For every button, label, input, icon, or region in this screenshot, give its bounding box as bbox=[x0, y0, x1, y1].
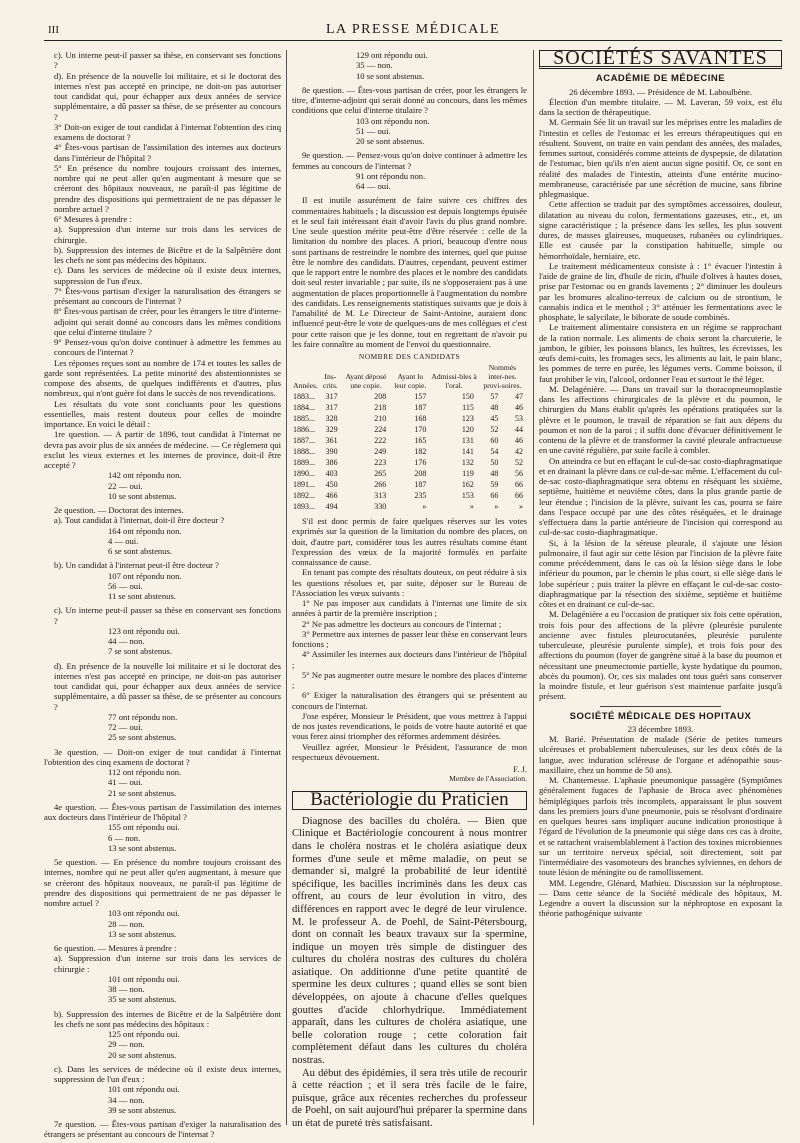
table-cell: 1884... bbox=[293, 403, 315, 412]
vote-result: 39 se sont abstenus. bbox=[108, 1104, 177, 1115]
paragraph: c). Dans les services de médecine où il existe deux internes, suppression de l'un d'eux. bbox=[54, 265, 281, 286]
paragraph: 1re question. — A partir de 1896, tout candidat à l'internat ne devra pas avoir plus de six années de médecine. — Ce règlement qui exclut les vieux externes et les internes de province, doit-il être accepté ? bbox=[44, 429, 281, 470]
table-cell: 44 bbox=[515, 425, 523, 434]
table-cell: » bbox=[469, 502, 474, 511]
paragraph: c). Un interne peut-il passer sa thèse, en conservant ses fonctions ? bbox=[54, 50, 281, 71]
table-cell: 176 bbox=[414, 458, 427, 467]
table-cell: 52 bbox=[490, 425, 499, 434]
paragraph: 6° Mesures à prendre : bbox=[54, 214, 132, 224]
societe-date: 23 décembre 1893. bbox=[627, 723, 694, 734]
report-paragraph: Élection d'un membre titulaire. — M. Laveran, 59 voix, est élu dans la section de thérapeutique. bbox=[539, 96, 782, 117]
table-cell: 187 bbox=[414, 403, 427, 412]
vote-result: 164 ont répondu non. bbox=[108, 525, 182, 536]
table-header: Admissi-bles à l'oral. bbox=[431, 372, 477, 390]
table-cell: 1889... bbox=[293, 458, 315, 467]
vote-result: 112 ont répondu non. bbox=[108, 767, 182, 777]
table-row bbox=[292, 457, 527, 468]
paragraph: 3° Permettre aux internes de passer leur thèse en conservant leurs fonctions ; bbox=[292, 628, 527, 649]
table-cell: » bbox=[519, 502, 523, 511]
bacteriology-body-2: Au début des épidémies, il sera très utile de recourir à cette réaction ; et il sera très facile de le faire, puisque, grâce aux récentes recherches du professeur de Poehl, on sait aujourd'hui préparer la spermine dans un état de pureté très satisfaisant. bbox=[292, 1067, 527, 1129]
vote-result: 35 — non. bbox=[356, 60, 393, 71]
table-cell: 224 bbox=[374, 425, 387, 434]
paragraph: 5° Ne pas augmenter outre mesure le nombre des places d'interne ; bbox=[292, 669, 527, 690]
nommes-label: Nommés bbox=[488, 363, 517, 372]
societe-heading: SOCIÉTÉ MÉDICALE DES HOPITAUX bbox=[569, 710, 752, 722]
table-row bbox=[292, 468, 527, 479]
table-cell: 170 bbox=[414, 425, 427, 434]
table-cell: 157 bbox=[414, 392, 427, 401]
table-row bbox=[292, 490, 527, 501]
table-cell: 313 bbox=[374, 491, 387, 500]
table-cell: » bbox=[422, 502, 427, 511]
conclusions-text bbox=[292, 516, 527, 762]
paragraph: J'ose espérer, Monsieur le Président, que vous mettrez à l'appui de nos justes revendications, le poids de votre haute autorité et que vous ferez ainsi triompher des réformes ardemment désirées. bbox=[292, 710, 527, 742]
table-cell: 60 bbox=[490, 436, 499, 445]
paragraph: 9e question. — Pensez-vous qu'on doive continuer à admettre les femmes au concours de l'internat ? bbox=[292, 150, 527, 171]
table-cell: 132 bbox=[461, 458, 474, 467]
table-cell: 150 bbox=[461, 392, 474, 401]
table-cell: 494 bbox=[325, 502, 338, 511]
paragraph: 8° Êtes-vous partisan de créer, pour les étrangers le titre d'interne-adjoint qui serait donné au concours dans les mêmes conditions que celui d'interne titulaire ? bbox=[54, 306, 281, 337]
table-header: inter-nes. bbox=[488, 372, 517, 381]
report-paragraph: M. Chantemesse. L'aphasie pneumonique passagère (Symptômes généralement fugaces de l'aphasie de Broca avec phénomènes hémiplégiques parfois très incomplets, apparaissant le plus souvent dans les premiers jours d'une pneumonie, puis se résolvant d'ordinaire en quelques heures sans impliquer aucune indication pronostique à l'égard de l'évolution de la pneumonie qui siège dans ces cas à droite, et se rattachent vraisemblablement à l'action des toxines microbiennes sur un territoire nerveux spécial, soit directement, soit par l'intermédiaire des vasomoteurs des branches sylviennes, en dehors de toute lésion de méningite ou de ramollissement. bbox=[539, 775, 782, 878]
signature-role: Membre de l'Association. bbox=[449, 774, 527, 784]
vote-result: 21 se sont abstenus. bbox=[108, 787, 177, 798]
table-cell: 235 bbox=[414, 491, 427, 500]
vote-result: 142 ont répondu non. bbox=[108, 470, 182, 481]
journal-title: LA PRESSE MÉDICALE bbox=[325, 22, 500, 37]
table-cell: 131 bbox=[461, 436, 474, 445]
column-3 bbox=[539, 47, 782, 1130]
paragraph: b). Suppression des internes de Bicêtre et de la Salpêtrière dont les chefs ne sont pas médecins des hôpitaux. bbox=[54, 244, 281, 265]
vote-result: 44 — non. bbox=[108, 636, 145, 646]
report-paragraph: M. Delagénière a eu l'occasion de pratiquer six fois cette opération, trois fois pour des affections de la plèvre (pleurésie purulente ancienne avec fistules pleurocutanées, pleurésie purulente tuberculeuse, pleurésie purulente simple), et trois fois pour des affections du poumon (foyer de gangrène situé à la base du poumon et nécessitant une pneumectomie partielle, kyste hydatique du poumon, abcès du poumon). Or, ces six malades ont tous guéri sans conserver la moindre fistule, et leur guérison s'est maintenue parfaite jusqu'à présent. bbox=[539, 609, 782, 702]
table-caption: NOMBRE DES CANDIDATS bbox=[358, 352, 461, 361]
table-row bbox=[292, 501, 527, 512]
paragraph: 4e question. — Êtes-vous partisan de l'assimilation des internes aux docteurs dans l'intérieur de l'hôpital ? bbox=[44, 801, 281, 822]
report-paragraph: M. Germain Sée lit un travail sur les méprises entre les maladies de l'intestin et celles de l'estomac et les erreurs thérapeutiques qui en résultent. Souvent, on traite en vain pendant des années, des malades, femmes surtout, considérés comme atteints de dyspepsie, de dilatation de l'estomac, bien qu'ils n'en aient aucun signe positif. Or, ce sont en réalité des malades de l'intestin, atteints d'une entérite mucino-membraneuse, caractérisée par une sécrétion de mucine, sans fibrine phlegmasique. bbox=[539, 117, 782, 199]
table-cell: 330 bbox=[374, 502, 387, 511]
table-cell: 115 bbox=[462, 403, 474, 412]
vote-result: 13 se sont abstenus. bbox=[108, 842, 177, 853]
report-paragraph: Si, à la lésion de la séreuse pleurale, il s'ajoute une lésion pulmonaire, il faut agir sur cette lésion par l'incision de la plèvre faite comme précédemment, dans le cas où la lésion siège dans le lobe inférieur du poumon, par le chemin le plus court, si elle siège dans le lobe supérieur ; puis traiter la plèvre en effaçant le cul-de-sac costo-diaphragmatique par la résection des sixième, septième et huitième côtes et en drainant ce cul-de-sac. bbox=[539, 537, 782, 609]
table-group-header bbox=[478, 362, 527, 391]
vote-result: 125 ont répondu oui. bbox=[108, 1029, 180, 1039]
paragraph: 4° Assimiler les internes aux docteurs dans l'intérieur de l'hôpital ; bbox=[292, 649, 527, 670]
table-cell: 450 bbox=[325, 480, 338, 489]
paragraph: 3° Doit-on exiger de tout candidat à l'internat l'obtention des cinq examens de doctorat ? bbox=[54, 121, 281, 142]
table-cell: 59 bbox=[490, 480, 499, 489]
paragraph: Les résultats du vote sont concluants pour les questions essentielles, mais restent douteux pour celles de moindre importance. En voici le détail : bbox=[44, 398, 281, 429]
paragraph: a). Suppression d'un interne sur trois dans les services de chirurgie. bbox=[54, 224, 281, 245]
table-cell: 42 bbox=[515, 447, 523, 456]
report-paragraph: M. Barié. Présentation de malade (Série de petites tumeurs ulcéreuses et probablement tuberculeuses, sur les deux côtés de la langue, avec induration scléreuse de l'organe et adénopathie sous-maxillaire, chez un homme de 50 ans). bbox=[539, 734, 782, 775]
table-cell: 1883... bbox=[293, 392, 315, 401]
paragraph: 7° Êtes-vous partisan d'exiger la naturalisation des étrangers se présentant au concours de l'internat ? bbox=[54, 285, 281, 306]
vote-result: 103 ont répondu non. bbox=[356, 115, 430, 126]
table-cell: 1886... bbox=[293, 425, 315, 434]
academie-reports bbox=[539, 97, 782, 702]
table-cell: 223 bbox=[374, 458, 387, 467]
vote-result: 11 se sont abstenus. bbox=[108, 591, 176, 601]
report-paragraph: On atteindra ce but en effaçant le cul-de-sac costo-diaphragmatique et en drainant la plèvre dans ce cul-de-sac même. L'effacement du cul-de-sac costo-diaphragmatique sera obtenu en réséquant les sixième, septième, huitième et neuvième côtes, dans la plus grande partie de leur étendue ; l'incision de la plèvre, suivant les cas, pourra se faire dans l'espace occupé par une des côtes réséquées, et le drainage s'effectuera dans la partie antérieure de l'incision qui correspond au cul-de-sac costo-diaphragmatique. bbox=[539, 455, 782, 538]
paragraph: 2° Ne pas admettre les docteurs au concours de l'internat ; bbox=[302, 618, 502, 629]
table-cell: 386 bbox=[325, 458, 338, 467]
vote-result: 6 se sont abstenus. bbox=[108, 546, 172, 556]
vote-result: 56 — oui. bbox=[108, 580, 143, 591]
table-header: provi-soires. bbox=[483, 381, 522, 390]
table-row bbox=[292, 424, 527, 435]
table-row bbox=[292, 479, 527, 490]
table-cell: 182 bbox=[414, 447, 427, 456]
table-cell: 328 bbox=[325, 414, 338, 423]
paragraph: a). Tout candidat à l'internat, doit-il être docteur ? bbox=[54, 515, 225, 526]
paragraph: 5° En présence du nombre toujours croissant des internes, nombre qui ne peut aller qu'en augmentant à mesure que se créeront des hôpitaux nouveaux, ne paraît-il pas légitime de prendre des dispositions qui permettraient de ne pas dépasser le nombre actuel ? bbox=[54, 162, 281, 214]
table-body bbox=[292, 391, 527, 512]
vote-result: 101 ont répondu oui. bbox=[108, 973, 180, 984]
vote-result: 91 ont répondu non. bbox=[356, 170, 426, 181]
table-cell: 266 bbox=[374, 480, 387, 489]
vote-result: 10 se sont abstenus. bbox=[356, 70, 425, 81]
table-cell: 390 bbox=[325, 447, 338, 456]
paragraph: Veuillez agréer, Monsieur le Président, l'assurance de mon respectueux dévouement. bbox=[292, 741, 527, 762]
table-cell: 153 bbox=[461, 491, 474, 500]
table-cell: 1893... bbox=[293, 502, 315, 511]
table-cell: 52 bbox=[515, 458, 523, 467]
vote-result: 64 — oui. bbox=[356, 181, 391, 191]
table-cell: 50 bbox=[490, 458, 499, 467]
table-cell: 54 bbox=[490, 447, 499, 456]
paragraph: b). Suppression des internes de Bicêtre et de la Salpêtrière dont les chefs ne sont pas médecins des hôpitaux : bbox=[54, 1008, 281, 1029]
paragraph: 5e question. — En présence du nombre toujours croissant des internes, nombre qui ne peut aller qu'en augmentant, à mesure que se créeront des hôpitaux nouveaux, ne paraît-il pas légitime de prendre des dispositions qui permettraient de ne pas dépasser le nombre actuel ? bbox=[44, 857, 281, 908]
vote-result: 155 ont répondu oui. bbox=[108, 822, 180, 833]
paragraph: b). Un candidat à l'internat peut-il être docteur ? bbox=[54, 560, 219, 571]
table-cell: 208 bbox=[374, 392, 387, 401]
paragraph: Il est inutile assurément de faire suivre ces chiffres des commentaires habituels ; la discussion est depuis longtemps épuisée et le seul fait intéressant était d'avoir l'avis du plus grand nombre. Une seule question mérite peut-être d'être réservée : celle de la limitation du nombre des places. A priori, beaucoup d'entre nous sont partisans de restreindre le nombre des internes, quel que puisse être le nombre des candidats. D'autres, cependant, peuvent estimer que le rapport entre le nombre des places et le nombre des candidats doit seul rester invariable ; par suite, ils ne s'opposeraient pas à une augmentation de places proportionnelle à l'augmentation du nombre des candidats. Les renseignements statistiques suivants que je dois à l'amabilité de M. Le Directeur de Saint-Antoine, auraient donc influencé peut-être le vote de quelques-uns de mes collègues et c'est pour cette raison que je les donne, tout en regrettant de n'avoir pu les faire connaître au moment de l'envoi du questionnaire. bbox=[292, 195, 527, 349]
paragraph: 9° Pensez-vous qu'on doive continuer à admettre les femmes au concours de l'internat ? bbox=[54, 337, 281, 358]
vote-result: 72 — oui. bbox=[108, 722, 143, 732]
table-cell: 249 bbox=[374, 447, 387, 456]
table-cell: 1891... bbox=[293, 480, 315, 489]
column-2 bbox=[292, 50, 527, 1130]
bacteriology-body: Diagnose des bacilles du choléra. — Bien que Clinique et Bactériologie concourent à nous montrer dans le choléra nostras et le choléra asiatique deux formes d'une seule et même maladie, on peut se demander si, malgré la probabilité de leur identité spécifique, les bacilles incriminés dans les deux cas offrent, au cours de leur évolution in vitro, des différences en rapport avec le degré de leur virulence. M. le professeur A. de Poehl, de Saint-Pétersbourg, dont on connaît les beaux travaux sur la spermine, indique un moyen très simple de distinguer des cultures du choléra nostras des cultures du choléra asiatique. On additionne d'une petite quantité de spermine les deux cultures ; quand elles se sont bien développées, on ajoute à chacune d'elles quelques gouttes d'acide chlorhydrique. Immédiatement apparaît, dans les cultures de choléra asiatique, une belle coloration rouge ; cette coloration fait complètement défaut dans les cultures du choléra nostras. bbox=[292, 815, 527, 1067]
paragraph: c). Dans les services de médecine où il existe deux internes, suppression de l'un d'eux : bbox=[54, 1063, 281, 1084]
vote-result: 25 se sont abstenus. bbox=[108, 732, 177, 743]
paragraph: 4° Êtes-vous partisan de l'assimilation des internes aux docteurs dans l'intérieur de l'hôpital ? bbox=[54, 142, 281, 163]
table-cell: 47 bbox=[515, 392, 523, 401]
table-cell: 165 bbox=[414, 436, 427, 445]
page-number: III bbox=[48, 24, 59, 36]
paragraph: c). Un interne peut-il passer sa thèse en conservant ses fonctions ? bbox=[54, 605, 281, 626]
paragraph: 6° Exiger la naturalisation des étrangers qui se présentent au concours de l'internat. bbox=[292, 690, 527, 711]
table-cell: 1885... bbox=[293, 414, 315, 423]
vote-result: 22 — oui. bbox=[108, 480, 143, 491]
table-cell: 120 bbox=[461, 425, 474, 434]
report-paragraph: Le traitement alimentaire consistera en un régime se rapprochant de la ration normale. Les aliments de choix seront la charcuterie, le jambon, le gibier, les poissons blancs, les huîtres, les écrevisses, les œufs demi-cuits, les fromages secs, les aliments au lait, le pain blanc, les pommes de terre en purée, les légumes verts. Comme boisson, il faut prohiber le vin, l'alcool, ordonner l'eau et surtout le thé léger. bbox=[539, 322, 782, 384]
paragraph: 8e question. — Êtes-vous partisan de créer, pour les étrangers le titre, d'interne-adjoint qui serait donné au concours, dans les mêmes conditions que celui d'interne titulaire ? bbox=[292, 84, 527, 116]
table-cell: 46 bbox=[515, 436, 523, 445]
report-paragraph: Le traitement médicamenteux consiste à : 1° évacuer l'intestin à l'aide de graine de lin, d'huile de ricin, d'huile d'olives à hautes doses, prise par l'estomac ou en grands lavements ; 2° diminuer les douleurs par les bromures alcalino-terreux de calcium ou de strontium, le cannabis indica et le menthol ; 3° atténuer les fermentations avec le phosphate, le salycilate, le biborate de soude combinés. bbox=[539, 260, 782, 322]
academie-date: 26 décembre 1893. — Présidence de M. Laboulbène. bbox=[569, 86, 752, 97]
table-cell: 361 bbox=[325, 436, 338, 445]
paragraph: En tenant pas compte des résultats douteux, on peut réduire à six les questions résolues et, par suite, déposer sur le Bureau de l'Association les vœux suivants : bbox=[292, 567, 527, 598]
section-title: SOCIÉTÉS SAVANTES bbox=[539, 50, 782, 69]
table-cell: 218 bbox=[374, 403, 387, 412]
table-cell: 53 bbox=[515, 414, 523, 423]
vote-result: 107 ont répondu non. bbox=[108, 570, 182, 581]
table-cell: 56 bbox=[515, 469, 523, 478]
table-cell: 141 bbox=[461, 447, 474, 456]
vote-result: 34 — non. bbox=[108, 1094, 145, 1105]
paragraph: Les réponses reçues sont au nombre de 174 et toutes les salles de garde sont représentées. La petite minorité des abstentionnistes se compose des absents, de quelques indifférents et d'autres, plus nombreux, qui n'ont guère foi dans le succès de nos revendications. bbox=[44, 357, 281, 399]
table-header: Ayant déposé une copie. bbox=[345, 372, 387, 390]
table-cell: 403 bbox=[325, 469, 338, 478]
societe-reports bbox=[539, 734, 782, 919]
table-cell: 1887... bbox=[293, 436, 315, 445]
vote-result: 6 — non. bbox=[108, 832, 141, 843]
academie-heading: ACADÉMIE DE MÉDECINE bbox=[595, 73, 726, 85]
table-row bbox=[292, 402, 527, 413]
table-header: Ins-crits. bbox=[322, 372, 338, 390]
vote-result: 41 — oui. bbox=[108, 777, 143, 788]
table-header: Ayant lu leur copie. bbox=[394, 372, 427, 390]
vote-result: 28 — non. bbox=[108, 918, 145, 929]
table-cell: 66 bbox=[490, 491, 499, 500]
report-paragraph: MM. Legendre, Glénard, Mathieu. Discussion sur la néphroptose. — Dans cette séance de la Société médicale des hôpitaux, M. Legendre a ouvert la discussion sur la néphroptose en exposant la théorie pathogénique suivante bbox=[539, 877, 782, 919]
column-divider bbox=[286, 50, 287, 1125]
table-row bbox=[292, 446, 527, 457]
table-cell: 187 bbox=[414, 480, 427, 489]
vote-result: 4 — oui. bbox=[108, 535, 139, 546]
candidates-table bbox=[292, 351, 527, 512]
paragraph: d). En présence de la nouvelle loi militaire et si le doctorat des internes n'est pas accepté en principe, ne doit-on pas autoriser tout candidat qui, pour échapper aux deux années de service supplémentaire, a dû passer sa thèse, de se présenter au concours ? bbox=[54, 660, 281, 712]
paragraph: a). Suppression d'un interne sur trois dans les services de chirurgie : bbox=[54, 953, 281, 974]
vote-result: 10 se sont abstenus. bbox=[108, 490, 177, 501]
vote-result: 51 — oui. bbox=[356, 125, 391, 136]
paragraph: 6e question. — Mesures à prendre : bbox=[54, 943, 177, 953]
vote-result: 20 se sont abstenus. bbox=[356, 136, 425, 146]
table-cell: 466 bbox=[325, 491, 338, 500]
survey-results-continued bbox=[292, 50, 527, 349]
vote-result: 35 se sont abstenus. bbox=[108, 994, 177, 1005]
vote-result: 123 ont répondu oui. bbox=[108, 625, 180, 636]
paragraph: 3e question. — Doit-on exiger de tout candidat à l'internat l'obtention des cinq examens de doctorat ? bbox=[44, 746, 281, 767]
table-cell: 57 bbox=[490, 392, 499, 401]
table-cell: 317 bbox=[325, 392, 338, 401]
vote-result: 38 — non. bbox=[108, 984, 145, 994]
table-cell: 317 bbox=[325, 403, 338, 412]
divider bbox=[600, 706, 722, 707]
vote-result: 13 se sont abstenus. bbox=[108, 928, 177, 939]
table-cell: 265 bbox=[374, 469, 387, 478]
column-divider bbox=[533, 50, 534, 1125]
page-header bbox=[44, 18, 782, 41]
table-row bbox=[292, 391, 527, 402]
report-paragraph: Cette affection se traduit par des symptômes accessoires, douleur, dilatation au niveau du colon, fermentations gazeuses, etc., et, un signe caractéristique ; la présence dans les selles, les plus souvent dures, de masses glaireuses, muqueuses, rubanées ou cylindriques. Elle est causée par la constipation habituelle, simple ou hémorrhoïdale, herniaire, etc. bbox=[539, 199, 782, 261]
paragraph: 2e question. — Doctorat des internes. bbox=[54, 505, 184, 515]
table-cell: 1890... bbox=[293, 469, 315, 478]
vote-result: 129 ont répondu oui. bbox=[356, 50, 428, 60]
report-paragraph: M. Delagénière. — Dans un travail sur la thoracopneumoplastie dans les affections chirurgicales de la plèvre et du poumon, le chirurgien du Mans établit qu'après les opérations pratiquées sur la plèvre et le poumon, le travail de réparation se fait aux dépens du poumon et non de la paroi ; il suffit donc d'évacuer définitivement le contenu de la plèvre et de transformer la cavité pleurale anfractueuse en une cavité régulière, par suite facile à combler. bbox=[539, 383, 782, 456]
column-1 bbox=[44, 50, 281, 1140]
table-cell: 48 bbox=[490, 403, 499, 412]
bacteriology-title: Bactériologie du Praticien bbox=[292, 791, 527, 810]
vote-result: 20 se sont abstenus. bbox=[108, 1049, 177, 1060]
vote-result: 103 ont répondu oui. bbox=[108, 908, 180, 919]
table-cell: 66 bbox=[515, 480, 523, 489]
vote-result: 101 ont répondu oui. bbox=[108, 1084, 180, 1095]
table-cell: » bbox=[494, 502, 499, 511]
vote-result: 29 — non. bbox=[108, 1039, 145, 1050]
table-cell: 123 bbox=[461, 414, 474, 423]
table-cell: 1888... bbox=[293, 447, 315, 456]
table-cell: 48 bbox=[490, 469, 499, 478]
table-cell: 46 bbox=[515, 403, 523, 412]
paragraph: S'il est donc permis de faire quelques réserves sur les votes exprimés sur la question de la limitation du nombre des places, on doit, d'autre part, considérer tous les autres résultats comme étant l'expression des vœux de la majorité formulés en parfaite connaissance de cause. bbox=[292, 516, 527, 567]
table-row bbox=[292, 435, 527, 446]
paragraph: 1° Ne pas imposer aux candidats à l'internat une limite de six années à partir de la première inscription ; bbox=[292, 598, 527, 619]
table-cell: 222 bbox=[374, 436, 387, 445]
table-cell: 210 bbox=[374, 414, 387, 423]
table-cell: 1892... bbox=[293, 491, 315, 500]
table-cell: 66 bbox=[515, 491, 523, 500]
table-cell: 162 bbox=[461, 480, 474, 489]
table-cell: 168 bbox=[414, 414, 427, 423]
table-cell: 329 bbox=[325, 425, 338, 434]
table-header: Années. bbox=[293, 381, 318, 390]
vote-result: 7 se sont abstenus. bbox=[108, 646, 172, 657]
signature-name: F. J. bbox=[513, 764, 527, 774]
paragraph: d). En présence de la nouvelle loi militaire, et si le doctorat des internes n'est pas accepté en principe, ne doit-on pas autoriser tout candidat qui, pour échapper aux deux années de service supplémentaire, a dû passer sa thèse, de se présenter au concours ? bbox=[54, 70, 281, 122]
table-row bbox=[292, 413, 527, 424]
table-cell: 119 bbox=[462, 469, 474, 478]
paragraph: 7e question. — Êtes-vous partisan d'exiger la naturalisation des étrangers se présentant au concours de l'internat ? bbox=[44, 1119, 281, 1140]
vote-result: 77 ont répondu non. bbox=[108, 711, 178, 722]
table-cell: 45 bbox=[490, 414, 499, 423]
table-cell: 208 bbox=[414, 469, 427, 478]
